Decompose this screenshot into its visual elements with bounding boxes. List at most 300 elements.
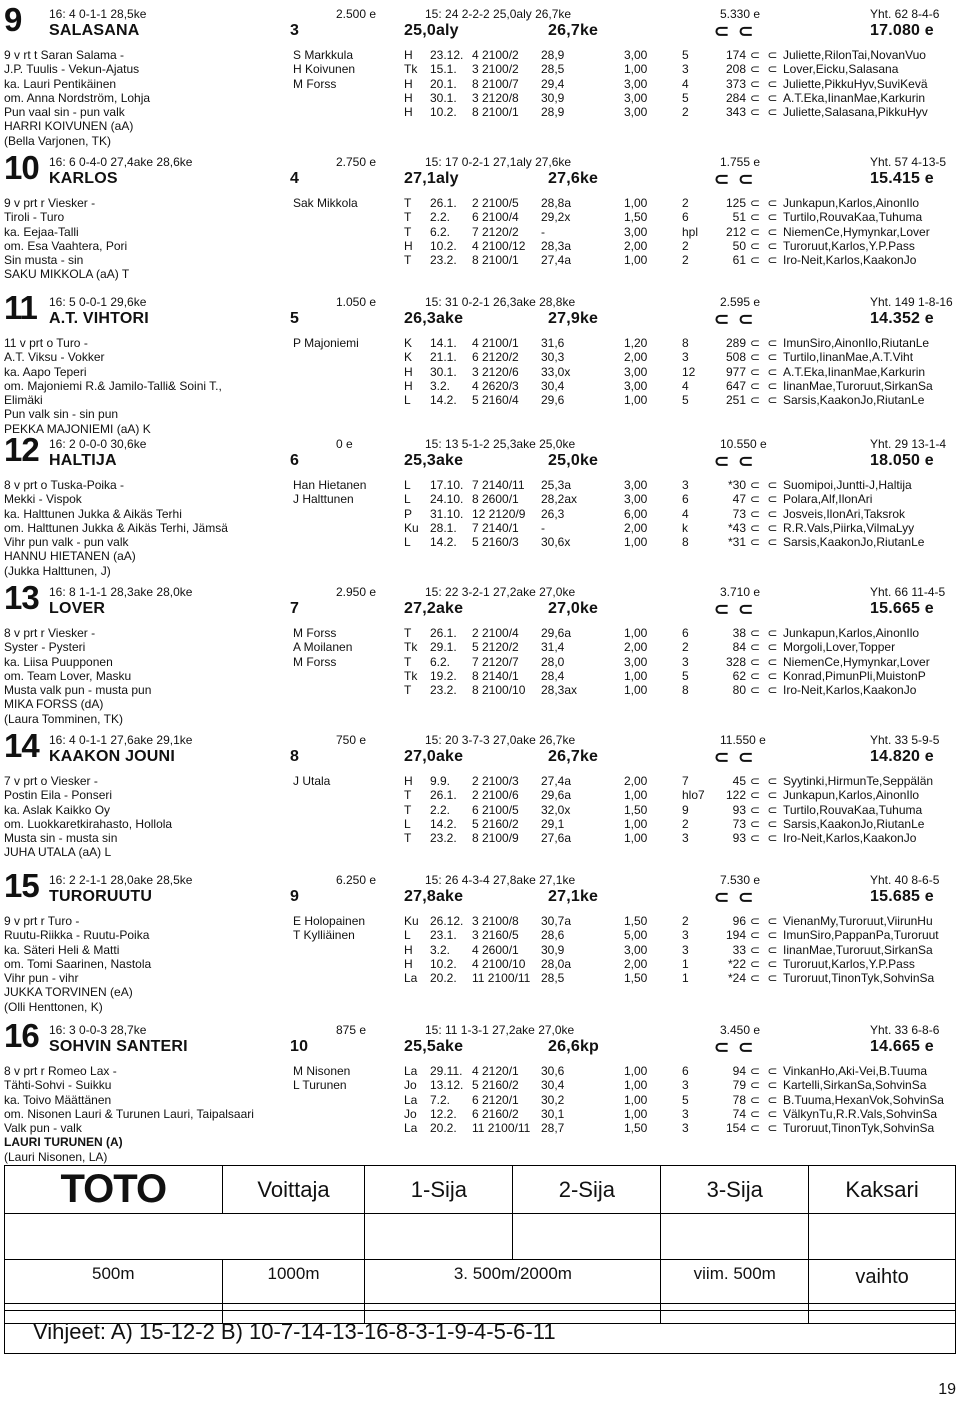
info-line: 8 v prt r Viesker - (4, 626, 96, 640)
start-number: 16 (4, 1017, 39, 1054)
race-top-three: Syytinki,HirmunTe,Seppälän (783, 774, 934, 788)
race-date: 23.2. (430, 683, 457, 698)
race-track: Tk (404, 640, 418, 655)
race-shoe-icon: ⊂ ⊂ (750, 802, 780, 817)
prev-season-earnings: 1.755 e (720, 155, 761, 169)
race-time: 27,6a (541, 831, 572, 846)
race-start-no: 212 (725, 224, 746, 239)
race-start-no: *43 (727, 520, 746, 535)
prev-season-earnings: 2.595 e (720, 295, 761, 309)
best-time-auto: 27,1aly (404, 170, 459, 187)
race-odds: 3,00 (624, 492, 648, 507)
best-time-volt: 27,0ke (548, 600, 599, 617)
race-top-three: VinkanHo,Aki-Vei,B.Tuuma (783, 1064, 928, 1078)
horse-name[interactable]: HALTIJA (49, 452, 117, 469)
race-top-three: Juliette,Salasana,PikkuHyv (783, 105, 928, 120)
info-line: 11 v prt o Turo - (4, 336, 88, 350)
shoe-marks-icon: ⊂ ⊂ (714, 747, 756, 767)
horse-info (4, 774, 284, 860)
info-line: Pun valk sin - sin pun (4, 407, 119, 422)
race-time: 28,9 (541, 48, 565, 62)
race-track: H (404, 378, 413, 393)
race-track: H (404, 76, 413, 91)
race-row (404, 105, 928, 119)
info-line: (Bella Varjonen, TK) (4, 133, 111, 148)
race-shoe-icon: ⊂ ⊂ (750, 654, 780, 669)
info-line: ka. Toivo Määttänen (4, 1092, 112, 1107)
race-row (404, 336, 933, 350)
season-prize: 875 e (336, 1023, 367, 1037)
race-odds: 3,00 (624, 942, 648, 957)
race-odds: 1,50 (624, 802, 648, 817)
race-start-no: 73 (732, 816, 746, 831)
race-date: 13.12. (430, 1078, 464, 1093)
info-line: ka. Aslak Kaikko Oy (4, 802, 111, 817)
race-top-three: A.T.Eka,IinanMae,Karkurin (783, 90, 926, 105)
race-shoe-icon: ⊂ ⊂ (750, 238, 780, 253)
race-odds: 3,00 (624, 378, 648, 393)
race-race-distance: 5 2120/2 (472, 640, 519, 655)
race-row (404, 478, 924, 492)
race-track: La (404, 1092, 418, 1107)
race-row (404, 239, 930, 253)
race-date: 26.1. (430, 788, 457, 803)
race-track: K (404, 350, 413, 365)
race-time: - (541, 520, 545, 535)
race-track: T (404, 683, 412, 698)
tips-box (4, 1310, 956, 1354)
trainer-name: P Majoniemi (293, 336, 359, 350)
race-start-no: 79 (732, 1078, 746, 1093)
race-date: 30.1. (430, 90, 457, 105)
race-start-no: 38 (732, 626, 746, 640)
shoe-marks-icon: ⊂ ⊂ (714, 309, 756, 329)
prev-season-stats: 15: 22 3-2-1 27,2ake 27,0ke (425, 585, 576, 599)
race-time: 30,9 (541, 90, 565, 105)
best-time-volt: 26,7ke (548, 22, 599, 39)
race-time: 30,1 (541, 1106, 565, 1121)
race-shoe-icon: ⊂ ⊂ (750, 626, 780, 640)
race-start-no: 93 (732, 831, 746, 846)
race-top-three: Turtilo,RouvaKaa,Tuhuma (783, 210, 923, 225)
race-date: 26.1. (430, 196, 457, 210)
race-time: 30,9 (541, 942, 565, 957)
race-odds: 2,00 (624, 774, 648, 788)
race-row (404, 655, 930, 669)
race-odds: 1,00 (624, 253, 648, 268)
race-time: 28,3ax (541, 683, 578, 698)
race-time: 30,3 (541, 350, 565, 365)
race-date: 23.2. (430, 253, 457, 268)
race-date: 14.2. (430, 535, 457, 550)
race-race-distance: 3 2120/6 (472, 364, 519, 379)
race-date: 3.2. (430, 942, 451, 957)
race-race-distance: 8 2100/10 (472, 683, 526, 698)
race-time: 29,6 (541, 393, 565, 408)
season-prize: 750 e (336, 733, 367, 747)
start-number: 9 (4, 1, 22, 38)
race-race-distance: 8 2600/1 (472, 492, 519, 507)
race-shoe-icon: ⊂ ⊂ (750, 520, 780, 535)
start-number: 15 (4, 867, 39, 904)
race-track: T (404, 654, 412, 669)
race-row (404, 350, 933, 364)
info-line: om. Anna Nordström, Lohja (4, 90, 151, 105)
race-odds: 1,00 (624, 1078, 648, 1093)
race-row (404, 210, 930, 224)
race-top-three: IinanMae,Turoruut,SirkanSa (783, 942, 933, 957)
race-odds: 1,50 (624, 971, 648, 986)
race-race-distance: 2 2100/6 (472, 788, 519, 803)
info-line: om. Nisonen Lauri & Turunen Lauri, Taipalsaari (4, 1106, 254, 1121)
race-placing: 6 (682, 1064, 689, 1078)
race-start-no: 289 (725, 336, 746, 350)
race-start-no: 647 (725, 378, 746, 393)
prev-season-earnings: 7.530 e (720, 873, 761, 887)
horse-info (4, 1064, 284, 1164)
race-track: H (404, 956, 413, 971)
race-history (404, 336, 933, 407)
race-track: H (404, 105, 413, 120)
trainer-list (293, 48, 393, 91)
best-time-auto: 27,2ake (404, 600, 464, 617)
race-odds: 3,00 (624, 105, 648, 120)
trainer-name: M Nisonen (293, 1064, 351, 1078)
horse-info (4, 626, 284, 726)
info-line: SAKU MIKKOLA (aA) T (4, 267, 130, 282)
toto-cell-kaksari[interactable]: Kaksari (809, 1166, 956, 1214)
race-row (404, 365, 933, 379)
race-placing: 8 (682, 683, 689, 698)
toto-cell-500m[interactable]: 500m (5, 1260, 223, 1304)
race-time: 30,4 (541, 378, 565, 393)
race-top-three: Sarsis,KaakonJo,RiutanLe (783, 393, 925, 408)
race-race-distance: 11 2100/11 (472, 1121, 531, 1136)
trainer-list (293, 914, 393, 943)
race-start-no: 194 (725, 928, 746, 943)
race-odds: 1,00 (624, 1106, 648, 1121)
race-top-three: NiemenCe,Hymynkar,Lover (783, 654, 930, 669)
race-time: 27,4a (541, 253, 572, 268)
race-row (404, 1078, 944, 1092)
race-placing: 3 (682, 942, 689, 957)
race-placing: 2 (682, 914, 689, 928)
race-row (404, 914, 939, 928)
race-track: H (404, 774, 413, 788)
race-date: 23.2. (430, 831, 457, 846)
race-top-three: Juliette,PikkuHyv,SuviKevä (783, 76, 928, 91)
season-prize: 2.750 e (336, 155, 377, 169)
toto-cell-1000m[interactable]: 1000m (222, 1260, 365, 1304)
info-line: MIKA FORSS (dA) (4, 697, 104, 712)
race-row (404, 225, 930, 239)
race-race-distance: 3 2160/5 (472, 928, 519, 943)
race-time: 30,7a (541, 914, 572, 928)
race-race-distance: 3 2100/8 (472, 914, 519, 928)
race-shoe-icon: ⊂ ⊂ (750, 364, 780, 379)
horse-info (4, 914, 284, 1014)
race-odds: 3,00 (624, 224, 648, 239)
race-start-no: 251 (725, 393, 746, 408)
shoe-marks-icon: ⊂ ⊂ (714, 21, 756, 41)
race-placing: 4 (682, 506, 689, 521)
season-prize: 6.250 e (336, 873, 377, 887)
horse-info (4, 196, 284, 282)
race-track: T (404, 253, 412, 268)
race-race-distance: 4 2120/1 (472, 1064, 519, 1078)
race-time: 29,6a (541, 788, 572, 803)
race-shoe-icon: ⊂ ⊂ (750, 492, 780, 507)
prev-season-earnings: 3.710 e (720, 585, 761, 599)
info-line: Musta sin - musta sin (4, 831, 118, 846)
race-start-no: *22 (727, 956, 746, 971)
race-date: 28.1. (430, 520, 457, 535)
race-shoe-icon: ⊂ ⊂ (750, 48, 780, 62)
race-top-three: Konrad,PimunPli,MuistonP (783, 668, 926, 683)
race-track: L (404, 535, 411, 550)
race-race-distance: 8 2100/1 (472, 253, 519, 268)
race-race-distance: 4 2600/1 (472, 942, 519, 957)
race-odds: 1,50 (624, 210, 648, 225)
race-race-distance: 6 2120/1 (472, 1092, 519, 1107)
race-shoe-icon: ⊂ ⊂ (750, 1106, 780, 1121)
race-date: 10.2. (430, 956, 457, 971)
race-time: 28,8a (541, 196, 572, 210)
trainer-list (293, 774, 393, 788)
race-date: 29.1. (430, 640, 457, 655)
trainer-name: Sak Mikkola (293, 196, 358, 210)
toto-cell-2-sija[interactable]: 2-Sija (513, 1166, 661, 1214)
race-shoe-icon: ⊂ ⊂ (750, 1121, 780, 1136)
race-row (404, 521, 924, 535)
toto-cell-3-sija[interactable]: 3-Sija (661, 1166, 809, 1214)
race-race-distance: 12 2120/9 (472, 506, 526, 521)
race-placing: 6 (682, 210, 689, 225)
race-time: 29,1 (541, 816, 565, 831)
toto-cell-viim-500m[interactable]: viim. 500m (661, 1260, 809, 1304)
horse-info (4, 336, 284, 436)
race-top-three: Sarsis,KaakonJo,RiutanLe (783, 535, 925, 550)
race-start-no: 94 (732, 1064, 746, 1078)
race-row (404, 640, 930, 654)
race-start-no: 284 (725, 90, 746, 105)
race-date: 6.2. (430, 224, 451, 239)
race-shoe-icon: ⊂ ⊂ (750, 393, 780, 408)
race-time: 28,0 (541, 654, 565, 669)
race-row (404, 196, 930, 210)
race-date: 7.2. (430, 1092, 451, 1107)
horse-name[interactable]: A.T. VIHTORI (49, 310, 149, 327)
race-top-three: Junkapun,Karlos,AinonIlo (783, 788, 920, 803)
prev-season-stats: 15: 13 5-1-2 25,3ake 25,0ke (425, 437, 576, 451)
race-placing: 2 (682, 253, 689, 268)
career-total: Yht. 57 4-13-5 (870, 155, 947, 169)
start-number: 10 (4, 149, 39, 186)
race-placing: 2 (682, 238, 689, 253)
race-top-three: Iro-Neit,Karlos,KaakonJo (783, 831, 917, 846)
horse-name[interactable]: KAAKON JOUNI (49, 748, 175, 765)
race-placing: 4 (682, 378, 689, 393)
trainer-list (293, 478, 393, 507)
race-race-distance: 6 2100/5 (472, 802, 519, 817)
start-number: 12 (4, 431, 39, 468)
post-position: 3 (290, 22, 300, 39)
race-start-no: 33 (732, 942, 746, 957)
prev-season-earnings: 10.550 e (720, 437, 767, 451)
race-row (404, 379, 933, 393)
race-shoe-icon: ⊂ ⊂ (750, 683, 780, 698)
horse-name[interactable]: LOVER (49, 600, 106, 617)
race-row (404, 1064, 944, 1078)
race-time: 30,6 (541, 1064, 565, 1078)
race-shoe-icon: ⊂ ⊂ (750, 105, 780, 120)
race-race-distance: 5 2160/3 (472, 535, 519, 550)
race-shoe-icon: ⊂ ⊂ (750, 90, 780, 105)
race-time: 28,0a (541, 956, 572, 971)
race-placing: 5 (682, 90, 689, 105)
race-race-distance: 7 2120/2 (472, 224, 519, 239)
horse-name[interactable]: KARLOS (49, 170, 118, 187)
race-race-distance: 7 2120/7 (472, 654, 519, 669)
race-time: - (541, 224, 545, 239)
race-placing: 2 (682, 196, 689, 210)
race-odds: 1,00 (624, 535, 648, 550)
horse-name[interactable]: TURORUUTU (49, 888, 153, 905)
best-time-volt: 25,0ke (548, 452, 599, 469)
race-shoe-icon: ⊂ ⊂ (750, 971, 780, 986)
race-shoe-icon: ⊂ ⊂ (750, 1078, 780, 1093)
trainer-list (293, 336, 393, 350)
race-row (404, 817, 933, 831)
info-line: 9 v rt t Saran Salama - (4, 48, 125, 62)
race-placing: 8 (682, 535, 689, 550)
race-date: 19.2. (430, 668, 457, 683)
race-top-three: Josveis,IlonAri,Taksrok (783, 506, 906, 521)
race-history (404, 48, 928, 119)
post-position: 6 (290, 452, 300, 469)
race-race-distance: 8 2140/1 (472, 668, 519, 683)
race-shoe-icon: ⊂ ⊂ (750, 914, 780, 928)
race-start-no: 84 (732, 640, 746, 655)
horse-name[interactable]: SALASANA (49, 22, 140, 39)
race-date: 17.10. (430, 478, 464, 492)
race-placing: 1 (682, 971, 689, 986)
toto-cell-1-sija[interactable]: 1-Sija (365, 1166, 513, 1214)
toto-cell-3-500m-2000m[interactable]: 3. 500m/2000m (365, 1260, 661, 1304)
race-odds: 2,00 (624, 956, 648, 971)
race-odds: 2,00 (624, 520, 648, 535)
race-time: 26,3 (541, 506, 565, 521)
race-race-distance: 2 2100/3 (472, 774, 519, 788)
race-top-three: Turoruut,Karlos,Y.P.Pass (783, 956, 915, 971)
horse-name[interactable]: SOHVIN SANTERI (49, 1038, 188, 1055)
post-position: 4 (290, 170, 300, 187)
race-odds: 1,00 (624, 683, 648, 698)
race-start-no: *24 (727, 971, 746, 986)
race-track: La (404, 1064, 418, 1078)
best-time-volt: 27,9ke (548, 310, 599, 327)
info-line: om. Luokkaretkirahasto, Hollola (4, 816, 173, 831)
best-time-auto: 25,5ake (404, 1038, 464, 1055)
post-position: 9 (290, 888, 300, 905)
toto-cell-voittaja[interactable]: Voittaja (222, 1166, 365, 1214)
toto-cell-vaihto[interactable]: vaihto (809, 1260, 956, 1304)
race-shoe-icon: ⊂ ⊂ (750, 774, 780, 788)
info-line: om. Halttunen Jukka & Aikäs Terhi, Jämsä (4, 520, 228, 535)
season-stats: 16: 4 0-1-1 28,5ke (49, 7, 147, 21)
race-top-three: Turtilo,IinanMae,A.T.Viht (783, 350, 914, 365)
race-placing: 5 (682, 668, 689, 683)
race-odds: 1,00 (624, 626, 648, 640)
race-race-distance: 7 2140/1 (472, 520, 519, 535)
season-stats: 16: 8 1-1-1 28,3ake 28,0ke (49, 585, 193, 599)
race-start-no: 93 (732, 802, 746, 817)
trainer-list (293, 196, 393, 210)
prev-season-earnings: 11.550 e (720, 733, 766, 747)
info-line: 9 v prt r Turo - (4, 914, 80, 928)
race-top-three: R.R.Vals,Piirka,VilmaLyy (783, 520, 915, 535)
trainer-name: H Koivunen (293, 62, 356, 77)
best-time-volt: 27,6ke (548, 170, 599, 187)
race-history (404, 478, 924, 549)
info-line: Ruutu-Riikka - Ruutu-Poika (4, 928, 150, 943)
race-start-no: 45 (732, 774, 746, 788)
record-earnings: 17.080 e (870, 22, 934, 39)
info-line: om. Team Lover, Masku (4, 668, 132, 683)
season-stats: 16: 6 0-4-0 27,4ake 28,6ke (49, 155, 193, 169)
race-shoe-icon: ⊂ ⊂ (750, 942, 780, 957)
race-placing: 8 (682, 336, 689, 350)
race-top-three: IinanMae,Turoruut,SirkanSa (783, 378, 933, 393)
race-start-no: 61 (732, 253, 746, 268)
race-row (404, 831, 933, 845)
info-line: ka. Aapo Teperi (4, 364, 87, 379)
race-track: Tk (404, 668, 418, 683)
race-date: 26.12. (430, 914, 464, 928)
race-history (404, 1064, 944, 1135)
race-date: 15.1. (430, 62, 457, 77)
race-odds: 2,00 (624, 238, 648, 253)
race-time: 30,2 (541, 1092, 565, 1107)
race-time: 25,3a (541, 478, 572, 492)
race-odds: 3,00 (624, 478, 648, 492)
race-track: T (404, 626, 412, 640)
race-race-distance: 11 2100/11 (472, 971, 531, 986)
race-odds: 1,50 (624, 1121, 648, 1136)
race-date: 24.10. (430, 492, 464, 507)
race-track: P (404, 506, 413, 521)
race-race-distance: 5 2160/2 (472, 816, 519, 831)
race-shoe-icon: ⊂ ⊂ (750, 1092, 780, 1107)
race-placing: hlo7 (682, 788, 705, 803)
race-start-no: 62 (732, 668, 746, 683)
race-row (404, 1093, 944, 1107)
race-odds: 1,50 (624, 914, 648, 928)
race-race-distance: 4 2100/1 (472, 336, 519, 350)
race-start-no: 373 (725, 76, 746, 91)
race-row (404, 683, 930, 697)
race-placing: 5 (682, 1092, 689, 1107)
record-earnings: 15.665 e (870, 600, 934, 617)
race-track: K (404, 336, 413, 350)
race-shoe-icon: ⊂ ⊂ (750, 336, 780, 350)
race-date: 9.9. (430, 774, 451, 788)
race-shoe-icon: ⊂ ⊂ (750, 350, 780, 365)
race-odds: 1,00 (624, 816, 648, 831)
race-placing: 6 (682, 626, 689, 640)
race-history (404, 914, 939, 985)
race-top-three: Kartelli,SirkanSa,SohvinSa (783, 1078, 927, 1093)
